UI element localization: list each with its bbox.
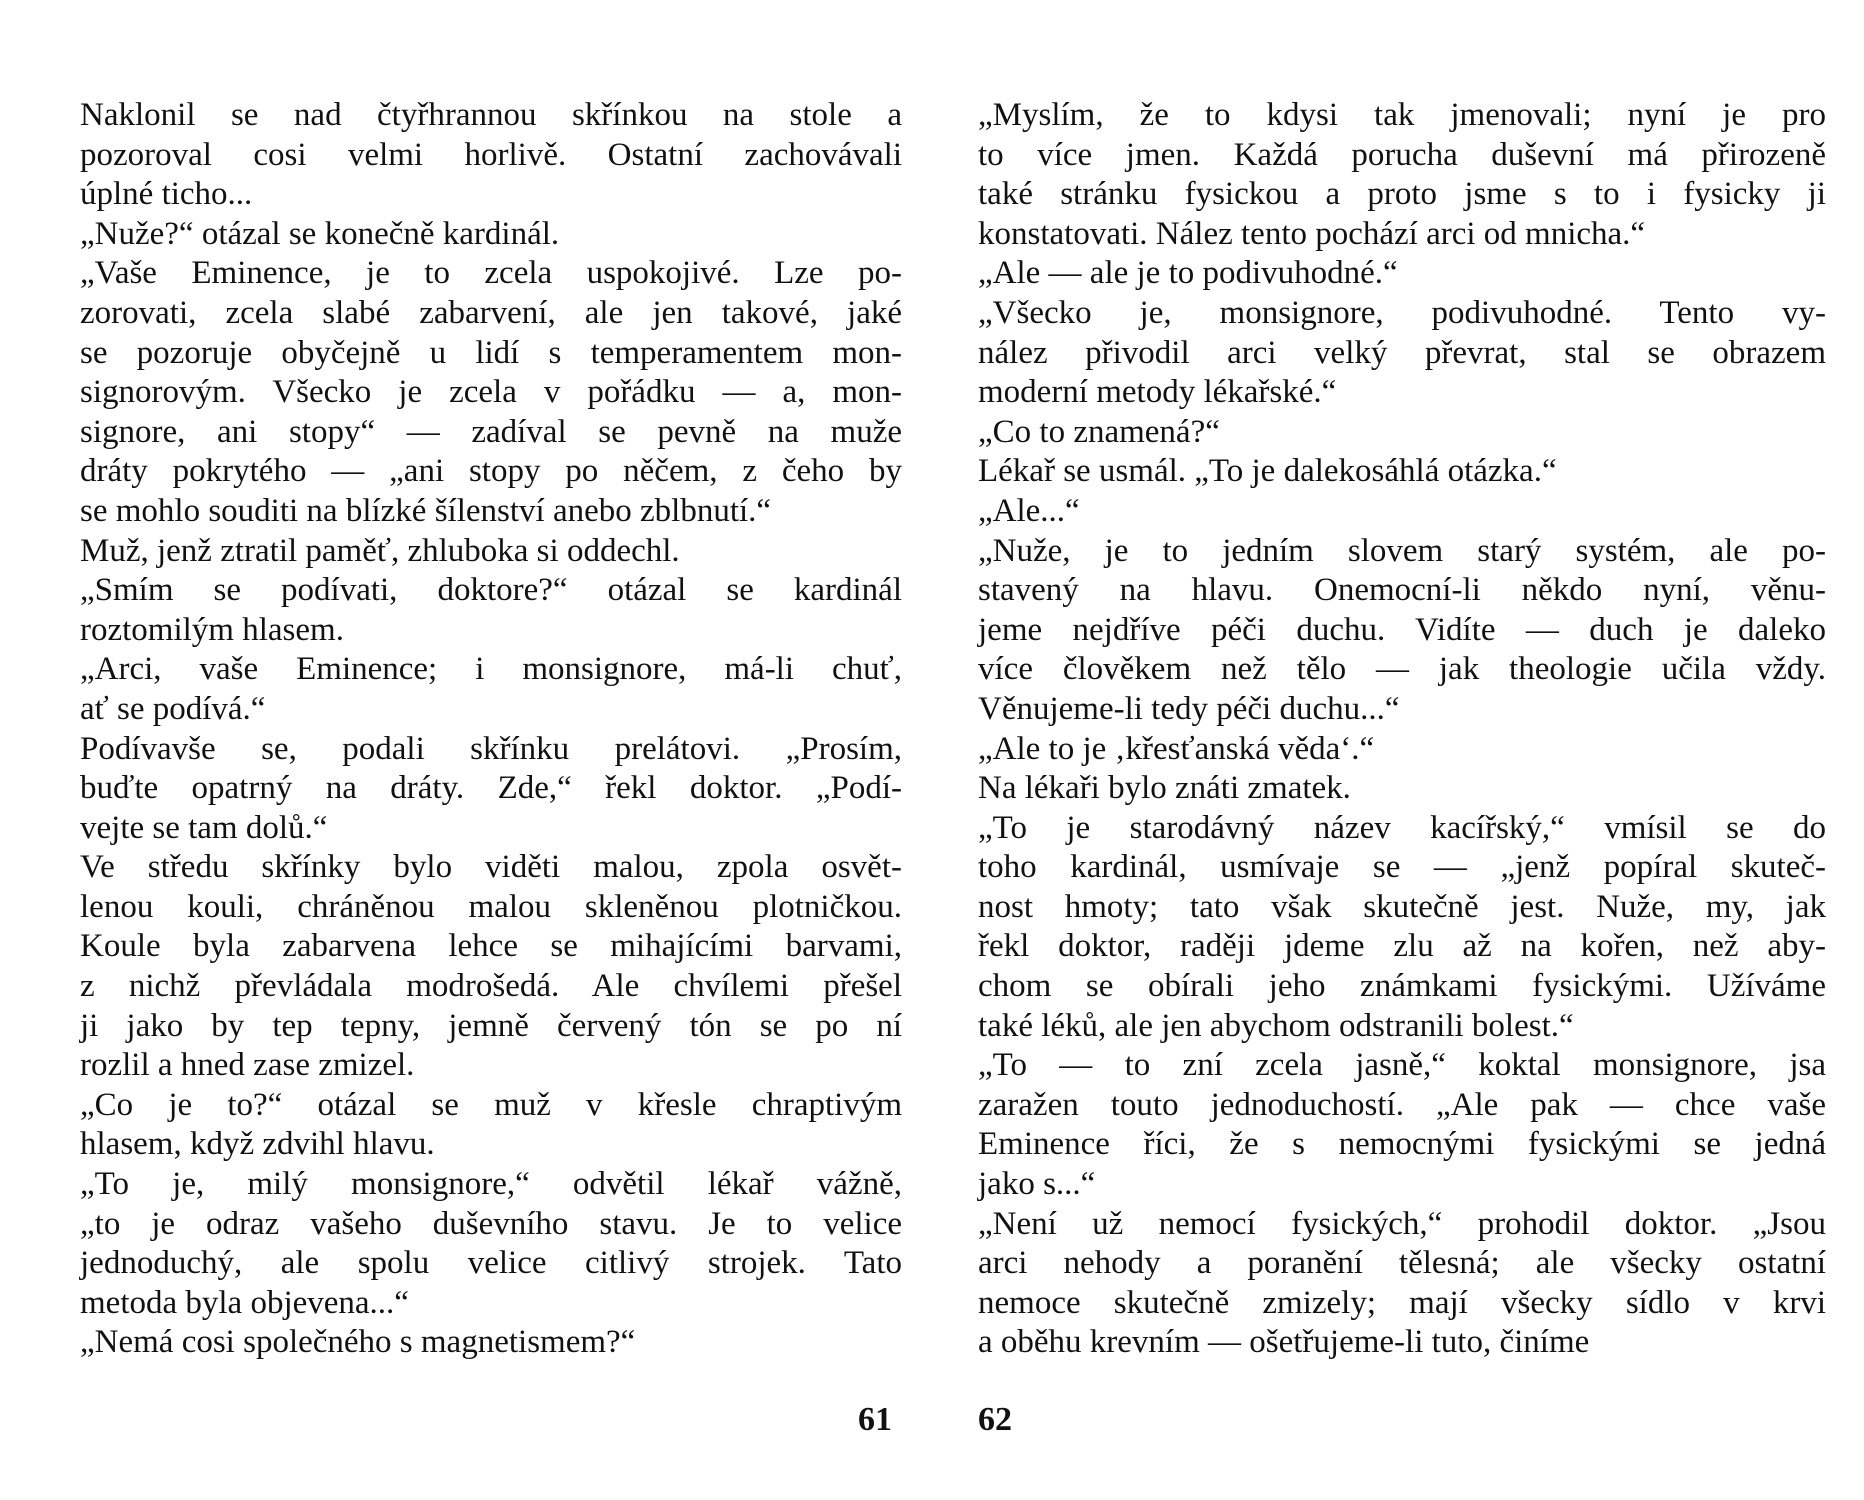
- text-line: Věnujeme-li tedy péči duchu...“: [978, 690, 1400, 727]
- text-line: „Co je to?“ otázal se muž v křesle chraptivým: [80, 1086, 902, 1123]
- text-line: stavený na hlavu. Onemocní-li někdo nyní, věnu-: [978, 572, 1826, 609]
- text-line: „Myslím, že to kdysi tak jmenovali; nyní je pro: [978, 97, 1826, 133]
- text-line: signore, ani stopy“ — zadíval se pevně na muže: [80, 413, 902, 450]
- text-line: „Nuže?“ otázal se konečně kardinál.: [80, 215, 560, 252]
- text-line: také léků, ale jen abychom odstranili bolest.“: [978, 1007, 1574, 1044]
- text-line: chom se obírali jeho známkami fysickými. Užíváme: [978, 968, 1826, 1005]
- text-line: moderní metody lékařské.“: [978, 374, 1337, 411]
- text-line: „Ale...“: [978, 492, 1080, 529]
- text-line: signorovým. Všecko je zcela v pořádku — a, mon-: [80, 374, 902, 411]
- text-line: Lékař se usmál. „To je dalekosáhlá otázka.“: [978, 453, 1557, 490]
- text-line: „Smím se podívati, doktore?“ otázal se kardinál: [80, 572, 902, 609]
- text-line: nemoce skutečně zmizely; mají všecky sídlo v krvi: [978, 1284, 1826, 1321]
- text-line: konstatovati. Nález tento pochází arci od mnicha.“: [978, 215, 1646, 252]
- text-line: se pozoruje obyčejně u lidí s temperamentem mon-: [80, 334, 902, 371]
- text-line: z nichž převládala modrošedá. Ale chvílemi přešel: [80, 968, 902, 1005]
- text-line: „Není už nemocí fysických,“ prohodil doktor. „Jsou: [978, 1205, 1826, 1242]
- text-line: zorovati, zcela slabé zabarvení, ale jen takové, jaké: [80, 294, 902, 331]
- text-line: „To je, milý monsignore,“ odvětil lékař vážně,: [80, 1166, 902, 1203]
- text-line: řekl doktor, raději jdeme zlu až na kořen, než aby-: [978, 928, 1826, 965]
- text-line: také stránku fysickou a proto jsme s to i fysicky ji: [978, 176, 1826, 213]
- text-line: „Všecko je, monsignore, podivuhodné. Tento vy-: [978, 294, 1826, 331]
- text-line: roztomilým hlasem.: [80, 611, 344, 648]
- text-line: Ve středu skřínky bylo viděti malou, zpola osvět-: [80, 849, 902, 886]
- text-line: „Nemá cosi společného s magnetismem?“: [80, 1324, 636, 1361]
- text-line: zaražen touto jednoduchostí. „Ale pak — chce vaše: [978, 1086, 1826, 1123]
- text-line: úplné ticho...: [80, 176, 253, 213]
- text-line: toho kardinál, usmívaje se — „jenž popíral skuteč-: [978, 849, 1826, 886]
- text-line: „Nuže, je to jedním slovem starý systém, ale po-: [978, 532, 1826, 569]
- text-line: Eminence říci, že s nemocnými fysickými se jedná: [978, 1126, 1826, 1163]
- left-page-number: 61: [858, 1401, 892, 1438]
- right-page-number: 62: [978, 1401, 1012, 1438]
- text-line: „To je starodávný název kacířský,“ vmísil se do: [978, 809, 1826, 846]
- text-line: Koule byla zabarvena lehce se mihajícími barvami,: [80, 928, 902, 965]
- text-line: hlasem, když zdvihl hlavu.: [80, 1126, 435, 1163]
- text-line: „To — to zní zcela jasně,“ koktal monsignore, jsa: [978, 1047, 1826, 1084]
- right-page-text: [978, 96, 1826, 1363]
- text-line: rozlil a hned zase zmizel.: [80, 1047, 415, 1084]
- text-line: jeme nejdříve péči duchu. Vidíte — duch je daleko: [978, 611, 1826, 648]
- text-line: Na lékaři bylo znáti zmatek.: [978, 770, 1351, 807]
- text-line: pozoroval cosi velmi horlivě. Ostatní zachovávali: [80, 136, 902, 173]
- text-line: a oběhu krevním — ošetřujeme-li tuto, činíme: [978, 1324, 1590, 1361]
- text-line: vejte se tam dolů.“: [80, 809, 328, 846]
- text-line: „Vaše Eminence, je to zcela uspokojivé. Lze po-: [80, 255, 902, 292]
- text-line: Podívavše se, podali skřínku prelátovi. „Prosím,: [80, 730, 902, 767]
- text-line: „Ale to je ‚křesťanská věda‘.“: [978, 730, 1375, 767]
- text-line: jednoduchý, ale spolu velice citlivý strojek. Tato: [80, 1245, 902, 1282]
- text-line: dráty pokrytého — „ani stopy po něčem, z čeho by: [80, 453, 902, 490]
- text-line: „Co to znamená?“: [978, 413, 1220, 450]
- text-line: nález přivodil arci velký převrat, stal se obrazem: [978, 334, 1826, 371]
- text-line: metoda byla objevena...“: [80, 1284, 409, 1321]
- text-line: „to je odraz vašeho duševního stavu. Je to velice: [80, 1205, 902, 1242]
- text-line: „Arci, vaše Eminence; i monsignore, má-li chuť,: [80, 651, 902, 688]
- left-page-text: [80, 96, 902, 1363]
- text-line: arci nehody a poranění tělesná; ale všecky ostatní: [978, 1245, 1826, 1282]
- text-line: více člověkem než tělo — jak theologie učila vždy.: [978, 651, 1826, 688]
- text-line: „Ale — ale je to podivuhodné.“: [978, 255, 1398, 292]
- text-line: nost hmoty; tato však skutečně jest. Nuže, my, jak: [978, 888, 1826, 925]
- text-line: jako s...“: [978, 1166, 1096, 1203]
- text-line: se mohlo souditi na blízké šílenství anebo zblbnutí.“: [80, 492, 772, 529]
- text-line: lenou kouli, chráněnou malou skleněnou plotničkou.: [80, 888, 902, 925]
- right-page: [932, 0, 1864, 1500]
- text-line: Naklonil se nad čtyřhrannou skřínkou na stole a: [80, 97, 902, 133]
- text-line: ji jako by tep tepny, jemně červený tón se po ní: [80, 1007, 902, 1044]
- text-line: ať se podívá.“: [80, 690, 266, 727]
- text-line: to více jmen. Každá porucha duševní má přirozeně: [978, 136, 1826, 173]
- text-line: buďte opatrný na dráty. Zde,“ řekl doktor. „Podí-: [80, 770, 902, 807]
- text-line: Muž, jenž ztratil paměť, zhluboka si oddechl.: [80, 532, 680, 569]
